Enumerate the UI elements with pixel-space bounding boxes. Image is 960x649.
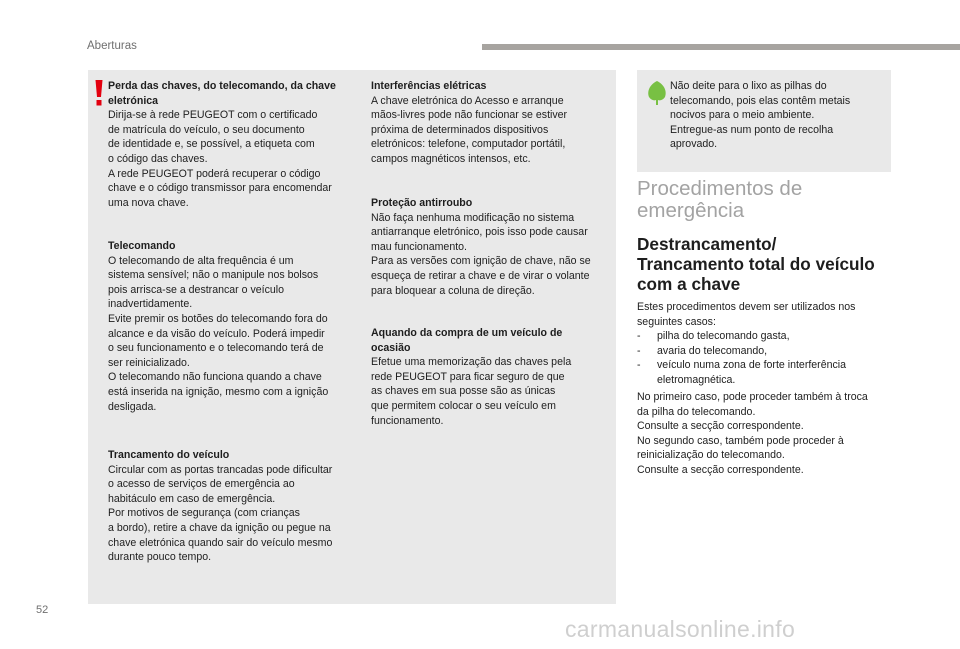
note-body: A chave eletrónica do Acesso e arranque mãos-livres pode não funcionar se estiver próxima de determinados dispositivos eletrónicos: telefone, computador portátil, campos magnéticos intensos, etc. [371, 94, 568, 165]
note-title: Telecomando [108, 240, 176, 252]
used-vehicle-note [371, 326, 616, 428]
note-body: Dirija-se à rede PEUGEOT com o certificado de matrícula do veículo, o seu documento de identidade e, se possível, a etiqueta com o código das chaves. A rede PEUGEOT poderá recuperar o código chave e o código transmissor para encomendar uma nova chave. [108, 109, 332, 209]
note-body: Circular com as portas trancadas pode dificultar o acesso de serviços de emergência ao habitáculo em caso de emergência. Por motivos de segurança (com crianças a bordo), retire a chave da ignição ou pegue na chave eletrónica quando sair do veículo mesmo durante pouco tempo. [108, 463, 333, 564]
section-heading: Procedimentos de emergência [637, 177, 803, 222]
note-body: Não faça nenhuma modificação no sistema antiarranque eletrónico, pois isso pode causar mau funcionamento. Para as versões com ignição de chave, não se esqueça de retirar a chave e de virar o volante para bloquear a coluna de direção. [371, 211, 591, 297]
watermark: carmanualsonline.info [565, 616, 796, 642]
exclamation-mark-icon [94, 80, 104, 106]
remote-control-note [108, 239, 358, 414]
note-title: Proteção antirroubo [371, 197, 473, 209]
anti-theft-note [371, 196, 616, 298]
list-item: - avaria do telecomando, [637, 344, 897, 359]
vehicle-locking-note [108, 448, 358, 565]
chapter-bar [482, 44, 960, 50]
leaf-icon [646, 80, 668, 106]
note-title: Interferências elétricas [371, 80, 487, 92]
note-title: Aquando da compra de um veículo de ocasião [371, 327, 563, 354]
page-number: 52 [36, 604, 49, 616]
note-title: Perda das chaves, do telecomando, da chave eletrónica [108, 80, 336, 107]
note-body: O telecomando de alta frequência é um sistema sensível; não o manipule nos bolsos pois arrisca-se a destrancar o veículo inadvertidamente. Evite premir os botões do telecomando fora do alcance e da visão do veículo. Poderá impedir o seu funcionamento e o telecomando terá de ser reinicializado. O telecomando não funciona quando a chave está inserida na ignição, mesmo com a ignição desligada. [108, 254, 329, 413]
note-title: Trancamento do veículo [108, 449, 230, 461]
procedure-details: No primeiro caso, pode proceder também à troca da pilha do telecomando. Consulte a secção correspondente. No segundo caso, também pode proceder à reinicialização do telecomando. Consulte a secção correspondente. [637, 391, 868, 476]
lost-keys-note [108, 79, 358, 210]
eco-note [670, 79, 885, 152]
electrical-interference-note [371, 79, 616, 167]
list-item: - veículo numa zona de forte interferência eletromagnética. [637, 358, 897, 387]
sub-heading: Destrancamento/ Trancamento total do veículo com a chave [637, 234, 875, 294]
procedure-intro: Estes procedimentos devem ser utilizados nos seguintes casos: [637, 301, 856, 328]
list-item: - pilha do telecomando gasta, [637, 329, 897, 344]
chapter-title: Aberturas [87, 40, 137, 52]
eco-note-text: Não deite para o lixo as pilhas do telecomando, pois elas contêm metais nocivos para o meio ambiente. Entregue-as num ponto de recolha aprovado. [670, 80, 851, 151]
note-body: Efetue uma memorização das chaves pela rede PEUGEOT para ficar seguro de que as chaves em sua posse são as únicas que permitem colocar o seu veículo em funcionamento. [371, 356, 572, 427]
procedure-cases [637, 329, 897, 387]
